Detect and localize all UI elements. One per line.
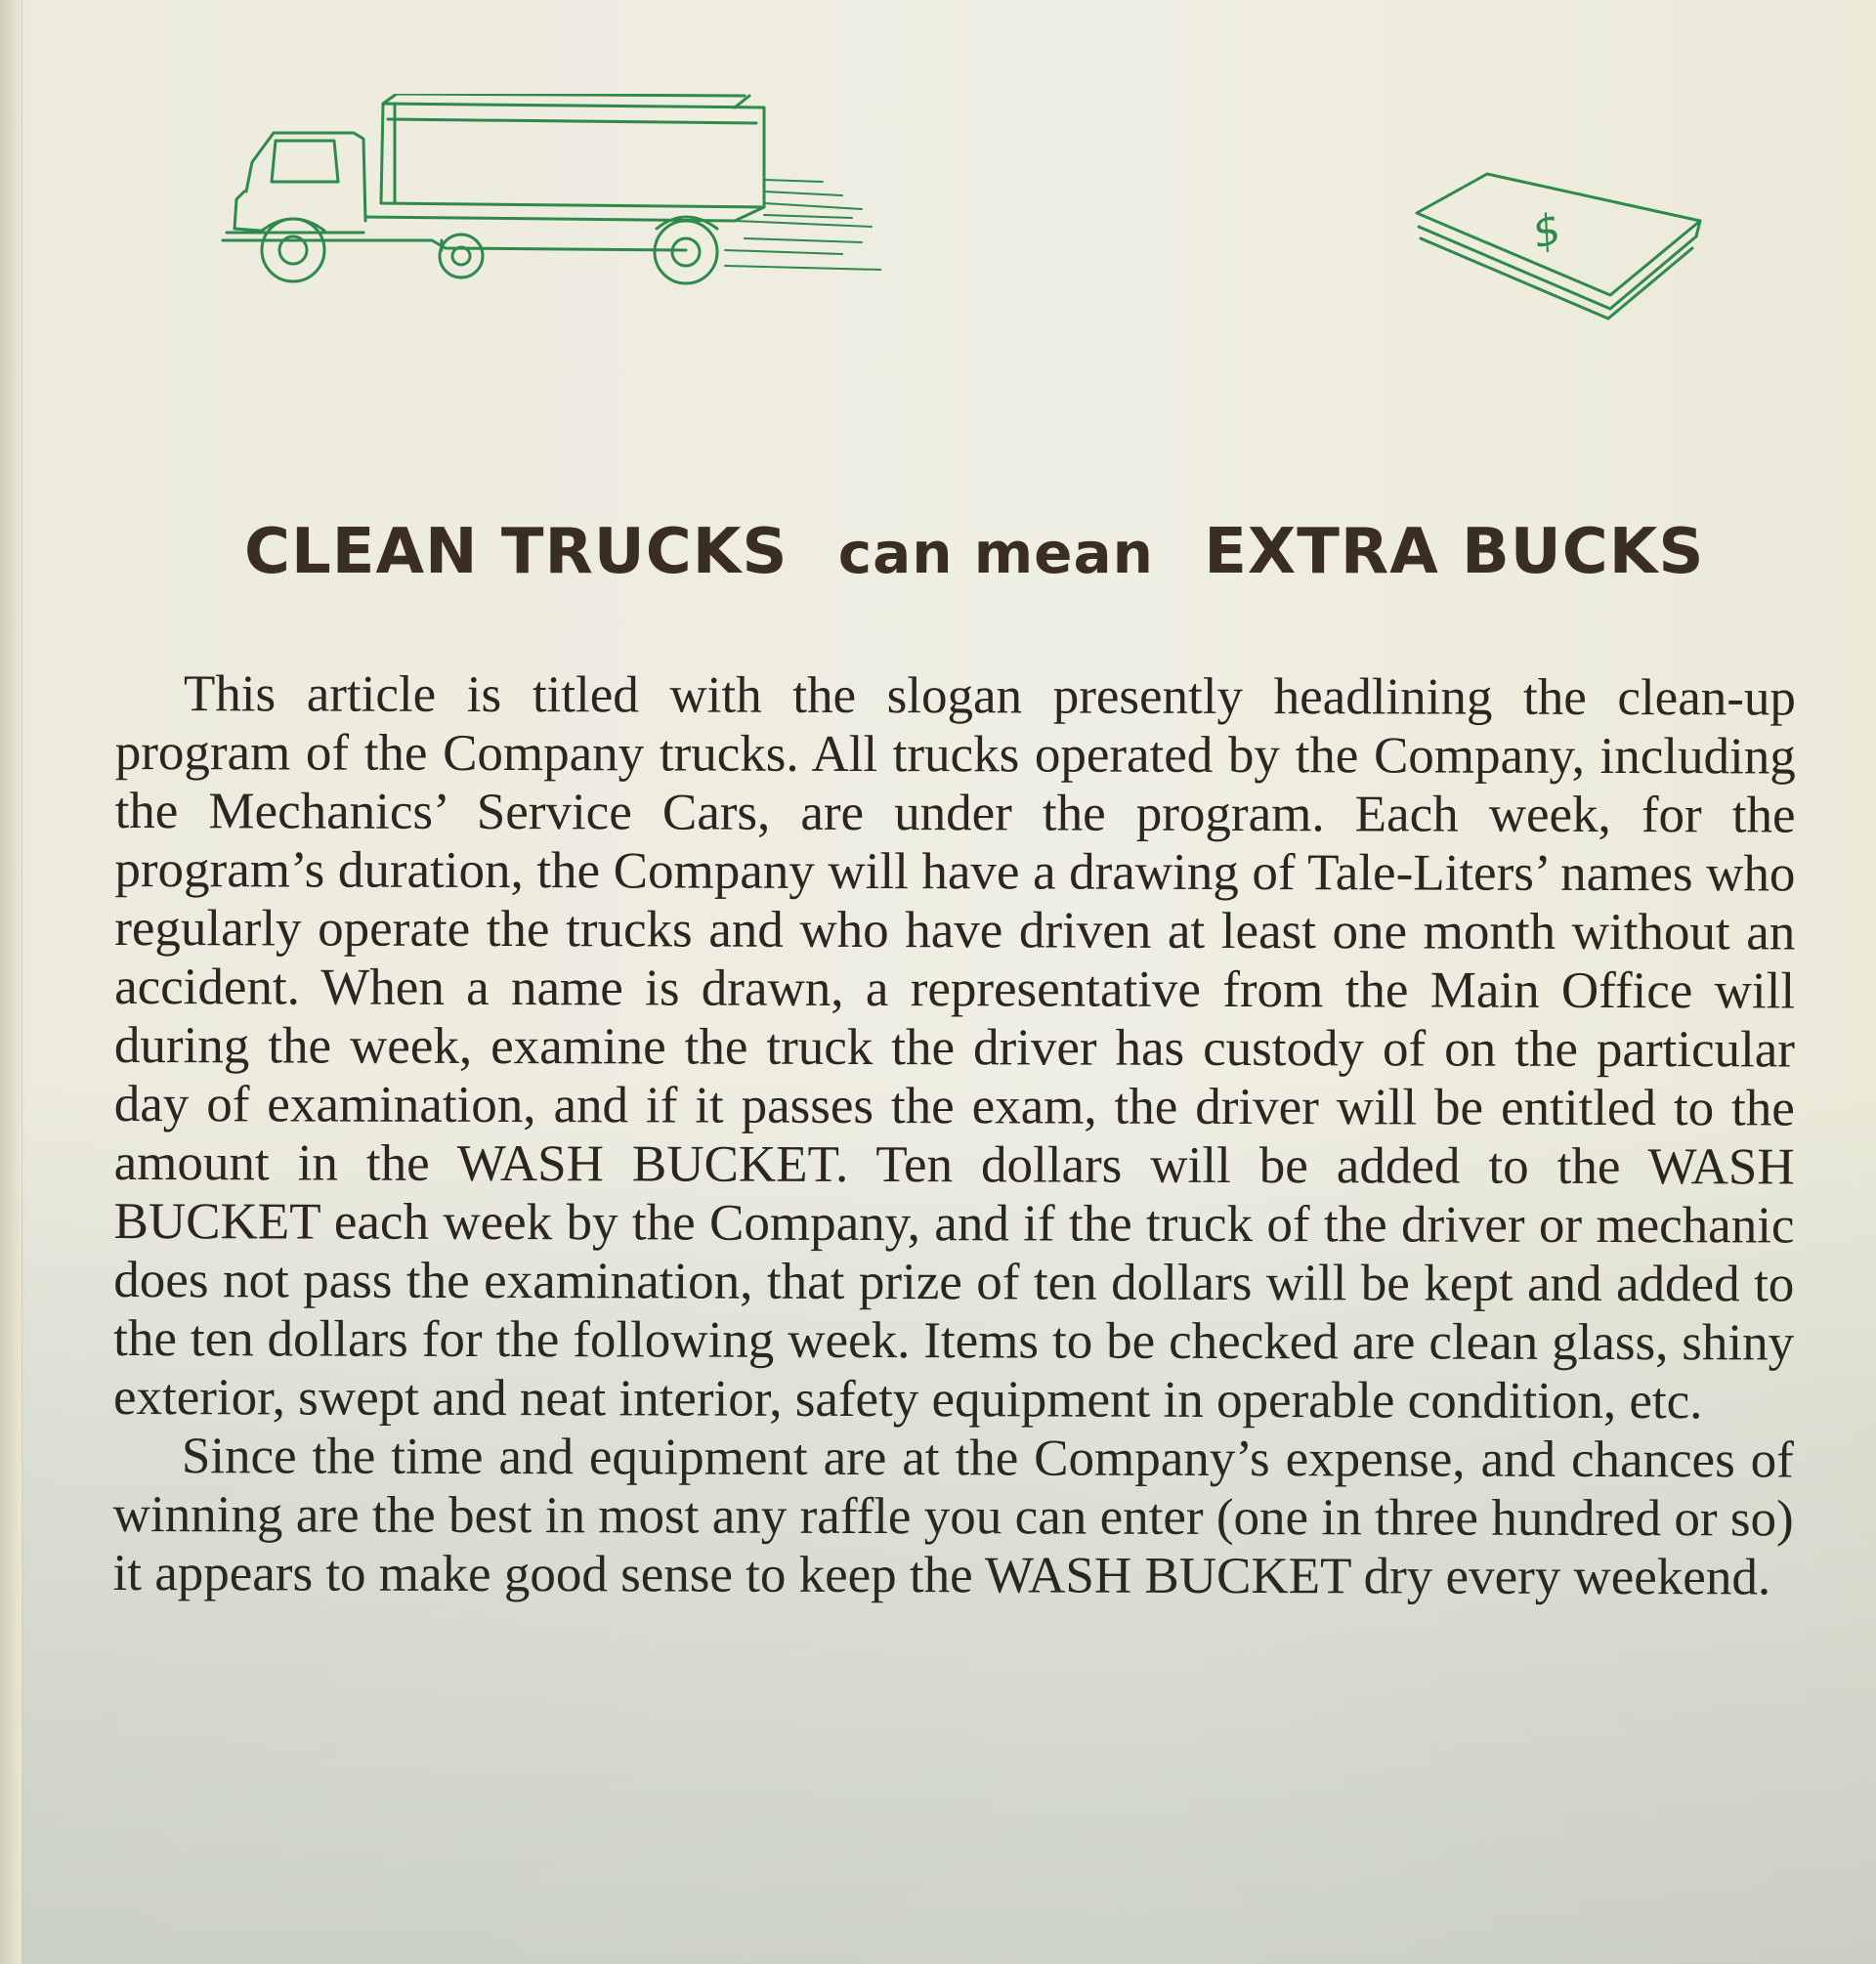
- article-headline: [244, 516, 1705, 588]
- headline-part-2: can mean: [837, 520, 1154, 586]
- article-body: [112, 664, 1796, 1606]
- article-paragraph-2: Since the time and equipment are at the Company’s expense, and chances of winning are the best in most any raffle you can enter (one in three hundred or so) it appears to make good sense to keep the WASH BUCKET dry every weekend.: [112, 1428, 1794, 1606]
- headline-part-1: CLEAN TRUCKS: [244, 516, 789, 588]
- dollar-bills-icon: [1407, 168, 1720, 324]
- article-paragraph-1: This article is titled with the slogan presently headlining the clean-up program of the Company trucks. All trucks operated by the Company, including the Mechanics’ Service Cars, are under the program. Each week, for the program’s duration, the Company will have a drawing of Tale-Liters’ names who regularly operate the trucks and who have driven at least one month without an accident. When a name is drawn, a representative from the Main Office will during the week, examine the truck the driver has custody of on the particular day of examination, and if it passes the exam, the driver will be entitled to the amount in the WASH BUCKET. Ten dollars will be added to the WASH BUCKET each week by the Company, and if the truck of the driver or mechanic does not pass the examination, that prize of ten dollars will be kept and added to the ten dollars for the following week. Items to be checked are clean glass, shiny exterior, swept and neat interior, safety equipment in operable condition, etc.: [112, 665, 1796, 1430]
- headline-part-3: EXTRA BUCKS: [1204, 516, 1705, 588]
- truck-sketch-icon: [217, 94, 881, 299]
- svg-text:$: $: [1527, 203, 1566, 259]
- page-binding-edge: [0, 0, 22, 1964]
